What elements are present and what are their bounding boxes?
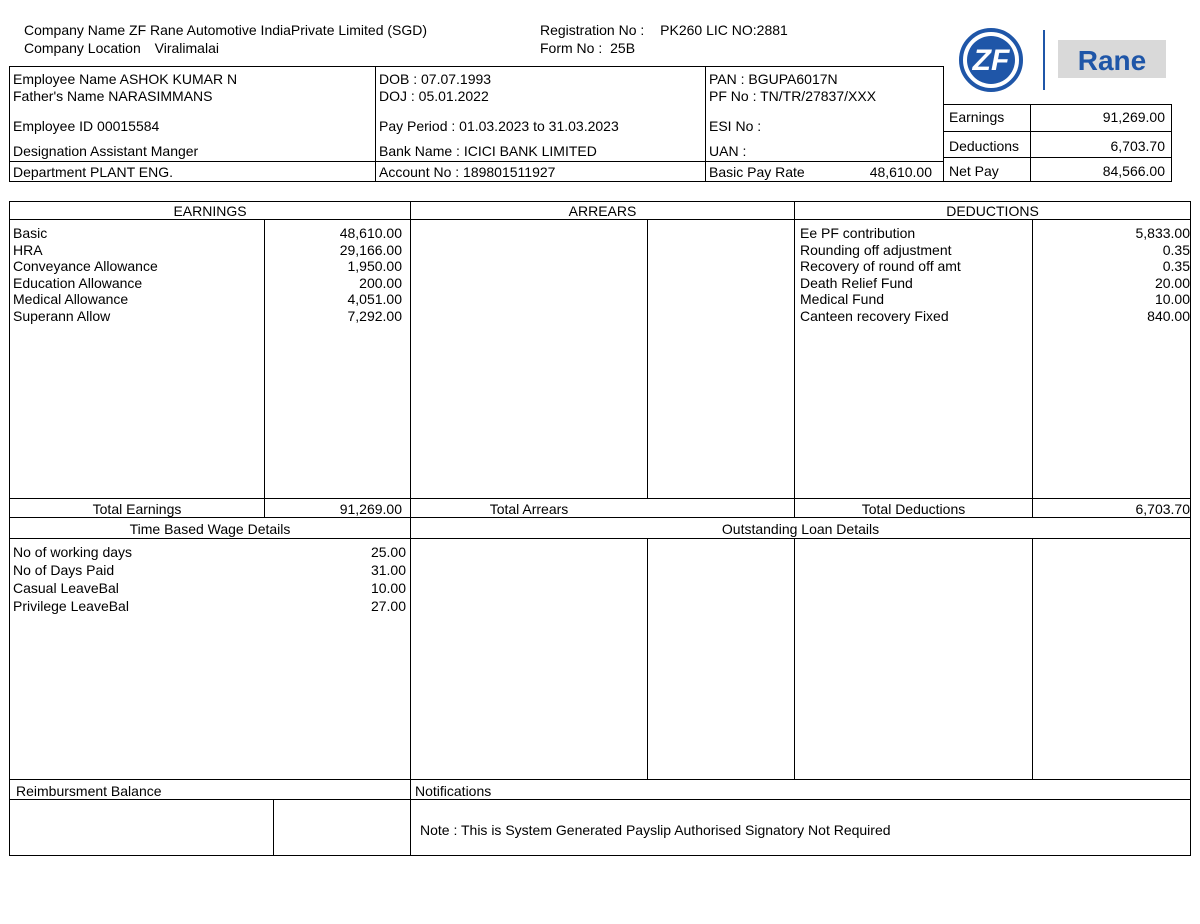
pf-number: PF No : TN/TR/27837/XXX	[709, 88, 877, 104]
time-wage-value: 10.00	[370, 580, 406, 596]
basic-pay-rate: 48,610.00	[869, 164, 932, 180]
company-location: Viralimalai	[154, 40, 219, 56]
earning-value: 29,166.00	[339, 241, 402, 258]
form-label: Form No :	[540, 40, 603, 56]
earning-label: Basic	[13, 225, 48, 241]
earning-value: 4,051.00	[347, 291, 402, 307]
company-logo	[946, 26, 1176, 96]
summary-net-pay-label: Net Pay	[949, 163, 999, 179]
deductions-labels	[800, 225, 961, 324]
deduction-label: Recovery of round off amt	[800, 258, 961, 274]
earning-label: Medical Allowance	[13, 291, 129, 307]
deduction-value: 10.00	[1154, 291, 1190, 307]
employee-id: Employee ID 00015584	[13, 118, 160, 134]
deduction-value: 840.00	[1147, 307, 1190, 324]
esi-number: ESI No :	[709, 118, 762, 134]
deduction-label: Canteen recovery Fixed	[800, 307, 949, 324]
summary-net-pay-value: 84,566.00	[1102, 163, 1165, 179]
summary-earnings-label: Earnings	[949, 109, 1005, 125]
loan-details-header: Outstanding Loan Details	[721, 521, 880, 537]
earning-label: Conveyance Allowance	[13, 258, 158, 274]
rane-logo-text: Rane	[1077, 45, 1147, 76]
zf-logo-icon	[946, 26, 1176, 96]
deduction-value: 0.35	[1162, 258, 1190, 274]
designation: Designation Assistant Manger	[13, 143, 199, 159]
notifications-label: Notifications	[415, 783, 492, 799]
uan: UAN :	[709, 143, 747, 159]
registration-label: Registration No :	[540, 22, 645, 38]
deduction-value: 0.35	[1162, 241, 1190, 258]
company-name-line	[24, 22, 427, 38]
summary-deductions-value: 6,703.70	[1110, 138, 1165, 154]
earning-label: Education Allowance	[13, 274, 143, 291]
time-wage-label: No of Days Paid	[13, 562, 115, 578]
time-wage-value: 31.00	[370, 562, 406, 578]
department: Department PLANT ENG.	[13, 164, 174, 180]
earning-value: 1,950.00	[347, 258, 402, 274]
summary-earnings-value: 91,269.00	[1102, 109, 1165, 125]
earning-value: 200.00	[359, 274, 402, 291]
earnings-values	[280, 225, 402, 324]
deduction-value: 5,833.00	[1135, 225, 1190, 241]
total-earnings-label: Total Earnings	[92, 501, 182, 517]
earnings-labels	[13, 225, 158, 324]
doj: DOJ : 05.01.2022	[379, 88, 489, 104]
father-name: Father's Name NARASIMMANS	[13, 88, 213, 104]
time-wage-label: Casual LeaveBal	[13, 580, 119, 596]
pay-period: Pay Period : 01.03.2023 to 31.03.2023	[379, 118, 619, 134]
total-deductions-value: 6,703.70	[1135, 501, 1190, 517]
account-number: Account No : 189801511927	[379, 164, 556, 180]
arrears-header: ARREARS	[568, 203, 637, 219]
basic-pay-rate-label: Basic Pay Rate	[709, 164, 805, 180]
earning-label: HRA	[13, 241, 43, 258]
registration-line	[540, 22, 788, 38]
total-arrears-label: Total Arrears	[489, 501, 569, 517]
dob: DOB : 07.07.1993	[379, 71, 492, 87]
deduction-value: 20.00	[1154, 274, 1190, 291]
pan: PAN : BGUPA6017N	[709, 71, 838, 87]
deduction-label: Death Relief Fund	[800, 274, 913, 291]
summary-deductions-label: Deductions	[949, 138, 1020, 154]
reimbursement-label: Reimbursment Balance	[16, 783, 162, 799]
time-wage-label: No of working days	[13, 544, 133, 560]
time-wage-value: 27.00	[370, 598, 406, 614]
deductions-header: DEDUCTIONS	[946, 203, 1039, 219]
zf-logo-text: ZF	[972, 44, 1010, 77]
company-location-line	[24, 40, 219, 56]
earning-value: 48,610.00	[339, 225, 402, 241]
employee-name: Employee Name ASHOK KUMAR N	[13, 71, 238, 87]
deduction-label: Rounding off adjustment	[800, 241, 952, 258]
time-wage-label: Privilege LeaveBal	[13, 598, 129, 614]
time-wage-value: 25.00	[370, 544, 406, 560]
bank-name: Bank Name : ICICI BANK LIMITED	[379, 143, 597, 159]
deduction-label: Medical Fund	[800, 291, 885, 307]
form-line	[540, 40, 635, 56]
time-wage-values	[280, 543, 406, 615]
system-note: Note : This is System Generated Payslip Authorised Signatory Not Required	[420, 822, 891, 838]
deduction-label: Ee PF contribution	[800, 225, 916, 241]
company-name: ZF Rane Automotive IndiaPrivate Limited (SGD)	[129, 22, 428, 38]
time-wage-labels	[13, 543, 132, 615]
company-name-label: Company Name	[24, 22, 126, 38]
total-deductions-label: Total Deductions	[861, 501, 966, 517]
total-earnings-value: 91,269.00	[339, 501, 402, 517]
deductions-values	[1060, 225, 1190, 324]
time-wage-header: Time Based Wage Details	[129, 521, 291, 537]
company-location-label: Company Location	[24, 40, 141, 56]
registration-number: PK260 LIC NO:2881	[660, 22, 788, 38]
earning-label: Superann Allow	[13, 307, 111, 324]
earning-value: 7,292.00	[347, 307, 402, 324]
form-number: 25B	[610, 40, 636, 56]
earnings-header: EARNINGS	[173, 203, 247, 219]
